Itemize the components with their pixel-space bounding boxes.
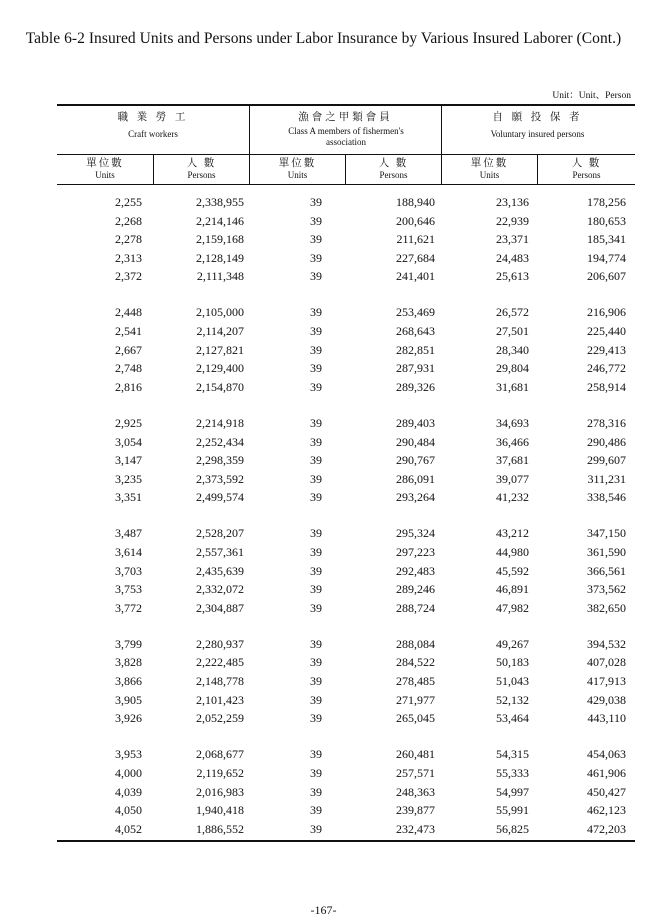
- table-cell: 2,528,207: [196, 526, 244, 541]
- table-cell: 39: [310, 692, 322, 707]
- table-cell: 31,681: [496, 379, 529, 394]
- table-cell: 2,372: [115, 269, 142, 284]
- table-cell: 1,940,418: [196, 803, 244, 818]
- table-cell: 56,825: [496, 821, 529, 836]
- table-cell: 289,246: [396, 582, 435, 597]
- table-cell: 39: [310, 490, 322, 505]
- group-header-en: Voluntary insured persons: [490, 129, 585, 139]
- table-cell: 3,866: [115, 674, 142, 689]
- table-cell: 3,351: [115, 490, 142, 505]
- table-cell: 227,684: [396, 250, 435, 265]
- table-cell: 27,501: [496, 324, 529, 339]
- table-cell: 3,799: [115, 636, 142, 651]
- table-cell: 2,252,434: [196, 434, 244, 449]
- table-cell: 4,000: [115, 765, 142, 780]
- table-cell: 200,646: [396, 213, 435, 228]
- table-cell: 39: [310, 324, 322, 339]
- table-cell: 39: [310, 803, 322, 818]
- column-header: [57, 155, 153, 184]
- table-cell: 2,499,574: [196, 490, 244, 505]
- table-cell: 2,255: [115, 195, 142, 209]
- group-header-zh: 職 業 勞 工: [117, 112, 189, 123]
- group-header-zh: 自 願 投 保 者: [492, 112, 583, 123]
- table-cell: 3,905: [115, 692, 142, 707]
- table-cell: 29,804: [496, 361, 529, 376]
- table-cell: 4,039: [115, 784, 142, 799]
- table-cell: 429,038: [587, 692, 626, 707]
- table-cell: 2,278: [115, 232, 142, 247]
- table-cell: 39: [310, 582, 322, 597]
- column-header: [537, 155, 635, 184]
- table-cell: 2,748: [115, 361, 142, 376]
- column-header-zh: 人 數: [571, 158, 602, 169]
- table-cell: 338,546: [587, 490, 626, 505]
- table-cell: 2,214,146: [196, 213, 244, 228]
- table-cell: 407,028: [587, 655, 626, 670]
- group-header-row: [57, 106, 635, 155]
- table-cell: 50,183: [496, 655, 529, 670]
- table-cell: 229,413: [587, 342, 626, 357]
- table-cell: 461,906: [587, 765, 626, 780]
- table-cell: 4,050: [115, 803, 142, 818]
- table-cell: 3,054: [115, 434, 142, 449]
- table-cell: 39: [310, 711, 322, 726]
- table-cell: 188,940: [396, 195, 435, 209]
- table-cell: 180,653: [587, 213, 626, 228]
- table-cell: 295,324: [396, 526, 435, 541]
- table-row: [57, 433, 635, 452]
- table-cell: 178,256: [587, 195, 626, 209]
- table-cell: 2,154,870: [196, 379, 244, 394]
- table-cell: 289,326: [396, 379, 435, 394]
- table-cell: 34,693: [496, 415, 529, 430]
- table-cell: 39: [310, 305, 322, 320]
- table-cell: 1,886,552: [196, 821, 244, 836]
- table-row: [57, 212, 635, 231]
- table-cell: 373,562: [587, 582, 626, 597]
- table-cell: 39: [310, 379, 322, 394]
- column-header: [153, 155, 249, 184]
- table-cell: 2,068,677: [196, 747, 244, 762]
- table-cell: 290,767: [396, 453, 435, 468]
- table-cell: 39: [310, 269, 322, 284]
- table-cell: 24,483: [496, 250, 529, 265]
- table-cell: 39: [310, 784, 322, 799]
- table-row: [57, 359, 635, 378]
- table-row: [57, 764, 635, 783]
- table-cell: 2,052,259: [196, 711, 244, 726]
- table-cell: 2,435,639: [196, 563, 244, 578]
- table-row: [57, 303, 635, 322]
- table-cell: 299,607: [587, 453, 626, 468]
- table-row: [57, 562, 635, 581]
- column-header-en: Persons: [187, 170, 216, 180]
- table-cell: 39: [310, 232, 322, 247]
- table-cell: 278,485: [396, 674, 435, 689]
- table-row: [57, 414, 635, 433]
- row-group: [57, 745, 635, 838]
- table-cell: 23,136: [496, 195, 529, 209]
- table-cell: 39: [310, 747, 322, 762]
- table-cell: 39: [310, 821, 322, 836]
- table-row: [57, 488, 635, 507]
- table-cell: 3,147: [115, 453, 142, 468]
- table-cell: 2,541: [115, 324, 142, 339]
- table-cell: 55,991: [496, 803, 529, 818]
- table-row: [57, 341, 635, 360]
- table-cell: 44,980: [496, 545, 529, 559]
- column-header: [345, 155, 441, 184]
- table-cell: 232,473: [396, 821, 435, 836]
- table-cell: 260,481: [396, 747, 435, 762]
- column-header: [441, 155, 537, 184]
- table-cell: 3,235: [115, 471, 142, 486]
- table-cell: 248,363: [396, 784, 435, 799]
- table-cell: 2,557,361: [196, 545, 244, 559]
- table-cell: 311,231: [587, 471, 626, 486]
- table-cell: 293,264: [396, 490, 435, 505]
- table-cell: 54,997: [496, 784, 529, 799]
- table-row: [57, 524, 635, 543]
- table-row: [57, 193, 635, 212]
- table-cell: 2,114,207: [196, 324, 244, 339]
- row-group: [57, 524, 635, 617]
- column-header-en: Units: [287, 170, 308, 180]
- table-cell: 258,914: [587, 379, 626, 394]
- table-cell: 3,487: [115, 526, 142, 541]
- table-row: [57, 745, 635, 764]
- table-cell: 39: [310, 674, 322, 689]
- table-row: [57, 691, 635, 710]
- table-cell: 394,532: [587, 636, 626, 651]
- group-header-craft-workers: [57, 106, 249, 154]
- table-cell: 2,119,652: [196, 765, 244, 780]
- table-row: [57, 470, 635, 489]
- table-row: [57, 580, 635, 599]
- table-cell: 2,332,072: [196, 582, 244, 597]
- table-cell: 54,315: [496, 747, 529, 762]
- table-cell: 52,132: [496, 692, 529, 707]
- table-cell: 265,045: [396, 711, 435, 726]
- table-cell: 290,486: [587, 434, 626, 449]
- table-cell: 39: [310, 636, 322, 651]
- table-cell: 45,592: [496, 563, 529, 578]
- table-cell: 39: [310, 434, 322, 449]
- table-cell: 288,724: [396, 600, 435, 615]
- table-cell: 462,123: [587, 803, 626, 818]
- table-cell: 2,222,485: [196, 655, 244, 670]
- table-cell: 347,150: [587, 526, 626, 541]
- table-cell: 39: [310, 655, 322, 670]
- table-cell: 22,939: [496, 213, 529, 228]
- table-cell: 2,127,821: [196, 342, 244, 357]
- row-group: [57, 193, 635, 286]
- table-cell: 4,052: [115, 821, 142, 836]
- table-cell: 39: [310, 250, 322, 265]
- table-cell: 472,203: [587, 821, 626, 836]
- table-cell: 2,816: [115, 379, 142, 394]
- table-cell: 211,621: [396, 232, 435, 247]
- column-header: [249, 155, 345, 184]
- table-cell: 2,159,168: [196, 232, 244, 247]
- row-group: [57, 635, 635, 728]
- table-row: [57, 820, 635, 839]
- table-cell: 3,926: [115, 711, 142, 726]
- column-header-zh: 人 數: [186, 158, 217, 169]
- group-header-en: Craft workers: [128, 129, 178, 139]
- table-cell: 257,571: [396, 765, 435, 780]
- table-cell: 39: [310, 213, 322, 228]
- table-cell: 284,522: [396, 655, 435, 670]
- table-cell: 39: [310, 471, 322, 486]
- table-cell: 36,466: [496, 434, 529, 449]
- table-cell: 271,977: [396, 692, 435, 707]
- table-cell: 225,440: [587, 324, 626, 339]
- table-cell: 253,469: [396, 305, 435, 320]
- page-title: Table 6-2 Insured Units and Persons under Labor Insurance by Various Insured Laborer (Cont.): [25, 30, 622, 47]
- table-cell: 39: [310, 415, 322, 430]
- table-cell: 51,043: [496, 674, 529, 689]
- table-cell: 185,341: [587, 232, 626, 247]
- table-cell: 39: [310, 342, 322, 357]
- table-cell: 39,077: [496, 471, 529, 486]
- table-cell: 246,772: [587, 361, 626, 376]
- table-row: [57, 267, 635, 286]
- column-header-zh: 單位數: [470, 158, 509, 169]
- table-row: [57, 543, 635, 562]
- table-cell: 39: [310, 526, 322, 541]
- group-header-zh: 漁會之甲類會員: [298, 112, 393, 123]
- table-cell: 366,561: [587, 563, 626, 578]
- table-cell: 2,128,149: [196, 250, 244, 265]
- table-cell: 361,590: [587, 545, 626, 559]
- table-cell: 3,614: [115, 545, 142, 559]
- table-cell: 39: [310, 195, 322, 209]
- table-cell: 292,483: [396, 563, 435, 578]
- table-cell: 2,298,359: [196, 453, 244, 468]
- table-row: [57, 672, 635, 691]
- table-cell: 2,373,592: [196, 471, 244, 486]
- data-table: [57, 104, 635, 856]
- column-header-en: Persons: [572, 170, 601, 180]
- table-cell: 3,828: [115, 655, 142, 670]
- table-cell: 194,774: [587, 250, 626, 265]
- table-cell: 28,340: [496, 342, 529, 357]
- table-cell: 206,607: [587, 269, 626, 284]
- table-body: [57, 185, 635, 838]
- table-cell: 3,703: [115, 563, 142, 578]
- table-cell: 290,484: [396, 434, 435, 449]
- table-cell: 2,313: [115, 250, 142, 265]
- table-bottom-rule: [57, 840, 635, 842]
- page-number: -167-: [310, 903, 337, 917]
- table-cell: 49,267: [496, 636, 529, 651]
- table-row: [57, 801, 635, 820]
- table-cell: 454,063: [587, 747, 626, 762]
- table-row: [57, 322, 635, 341]
- table-cell: 37,681: [496, 453, 529, 468]
- table-cell: 3,772: [115, 600, 142, 615]
- table-cell: 3,953: [115, 747, 142, 762]
- table-cell: 2,111,348: [196, 269, 244, 284]
- table-cell: 268,643: [396, 324, 435, 339]
- row-group: [57, 303, 635, 396]
- table-cell: 41,232: [496, 490, 529, 505]
- table-cell: 2,268: [115, 213, 142, 228]
- table-row: [57, 378, 635, 397]
- column-header-en: Persons: [379, 170, 408, 180]
- unit-label: Unit：Unit、Person: [552, 91, 631, 101]
- column-header-row: [57, 155, 635, 185]
- column-header-zh: 單位數: [86, 158, 124, 169]
- table-row: [57, 230, 635, 249]
- table-row: [57, 249, 635, 268]
- table-row: [57, 709, 635, 728]
- table-cell: 39: [310, 545, 322, 559]
- table-cell: 2,925: [115, 415, 142, 430]
- table-cell: 43,212: [496, 526, 529, 541]
- table-cell: 39: [310, 453, 322, 468]
- table-cell: 289,403: [396, 415, 435, 430]
- column-header-en: Units: [479, 170, 500, 180]
- table-row: [57, 635, 635, 654]
- table-cell: 55,333: [496, 765, 529, 780]
- table-cell: 2,148,778: [196, 674, 244, 689]
- table-cell: 2,016,983: [196, 784, 244, 799]
- table-cell: 39: [310, 361, 322, 376]
- table-cell: 23,371: [496, 232, 529, 247]
- table-cell: 382,650: [587, 600, 626, 615]
- column-header-zh: 人 數: [378, 158, 409, 169]
- table-cell: 417,913: [587, 674, 626, 689]
- table-cell: 241,401: [396, 269, 435, 284]
- table-cell: 2,280,937: [196, 636, 244, 651]
- table-cell: 450,427: [587, 784, 626, 799]
- table-cell: 2,304,887: [196, 600, 244, 615]
- table-cell: 2,101,423: [196, 692, 244, 707]
- table-cell: 216,906: [587, 305, 626, 320]
- table-cell: 282,851: [396, 342, 435, 357]
- table-cell: 288,084: [396, 636, 435, 651]
- table-cell: 46,891: [496, 582, 529, 597]
- table-row: [57, 783, 635, 802]
- group-header-voluntary: [441, 106, 633, 154]
- table-cell: 287,931: [396, 361, 435, 376]
- table-row: [57, 653, 635, 672]
- table-cell: 443,110: [587, 711, 626, 726]
- table-cell: 2,105,000: [196, 305, 244, 320]
- table-cell: 2,667: [115, 342, 142, 357]
- table-cell: 297,223: [396, 545, 435, 559]
- table-row: [57, 451, 635, 470]
- column-header-zh: 單位數: [278, 158, 317, 169]
- table-cell: 39: [310, 600, 322, 615]
- table-row: [57, 599, 635, 618]
- group-header-en: Class A members of fishermen's association: [288, 126, 404, 147]
- table-cell: 278,316: [587, 415, 626, 430]
- table-cell: 2,214,918: [196, 415, 244, 430]
- group-header-fishermen: [249, 106, 441, 154]
- table-cell: 26,572: [496, 305, 529, 320]
- table-cell: 47,982: [496, 600, 529, 615]
- table-cell: 286,091: [396, 471, 435, 486]
- table-cell: 2,338,955: [196, 195, 244, 209]
- table-cell: 2,129,400: [196, 361, 244, 376]
- table-cell: 25,613: [496, 269, 529, 284]
- table-cell: 239,877: [396, 803, 435, 818]
- row-group: [57, 414, 635, 507]
- column-header-en: Units: [95, 170, 115, 180]
- table-cell: 39: [310, 765, 322, 780]
- table-cell: 53,464: [496, 711, 529, 726]
- table-cell: 3,753: [115, 582, 142, 597]
- table-cell: 2,448: [115, 305, 142, 320]
- table-cell: 39: [310, 563, 322, 578]
